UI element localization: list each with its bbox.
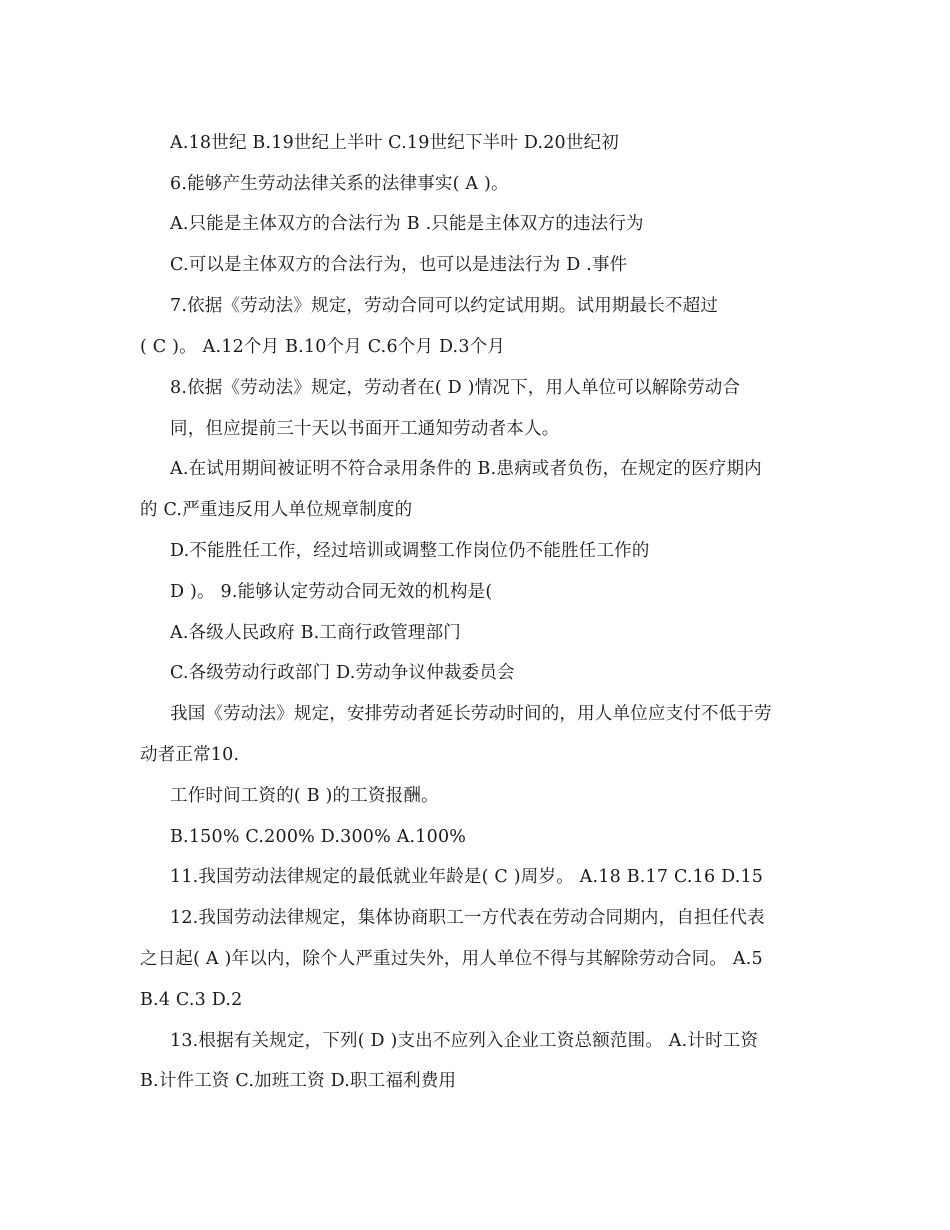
question-10-stem: 工作时间工资的( B )的工资报酬。 bbox=[170, 786, 439, 806]
question-10-options: B.150% C.200% D.300% A.100% bbox=[170, 827, 467, 847]
question-9: D )。 9.能够认定劳动合同无效的机构是( bbox=[170, 582, 493, 602]
question-6: 6.能够产生劳动法律关系的法律事实( A )。 bbox=[170, 174, 509, 194]
question-8-options-d: D.不能胜任工作，经过培训或调整工作岗位仍不能胜任工作的 bbox=[170, 541, 650, 561]
question-10-continued: 动者正常10. bbox=[140, 745, 240, 765]
text-line-1: A.18世纪 B.19世纪上半叶 C.19世纪下半叶 D.20世纪初 bbox=[170, 133, 619, 153]
question-6-options-c-d: C.可以是主体双方的合法行为，也可以是违法行为 D .事件 bbox=[170, 255, 628, 275]
question-8-continued: 同，但应提前三十天以书面开工通知劳动者本人。 bbox=[170, 419, 560, 439]
question-7-options: ( C )。 A.12个月 B.10个月 C.6个月 D.3个月 bbox=[140, 337, 506, 357]
question-8: 8.依据《劳动法》规定，劳动者在( D )情况下，用人单位可以解除劳动合 bbox=[170, 378, 741, 398]
question-12: 12.我国劳动法律规定，集体协商职工一方代表在劳动合同期内，自担任代表 bbox=[170, 908, 765, 928]
question-8-options-c: 的 C.严重违反用人单位规章制度的 bbox=[140, 500, 413, 520]
question-9-options-a-b: A.各级人民政府 B.工商行政管理部门 bbox=[170, 623, 461, 643]
question-9-options-c-d: C.各级劳动行政部门 D.劳动争议仲裁委员会 bbox=[170, 663, 515, 683]
question-12-continued: 之日起( A )年以内，除个人严重过失外，用人单位不得与其解除劳动合同。 A.5 bbox=[140, 949, 763, 969]
question-13-options: B.计件工资 C.加班工资 D.职工福利费用 bbox=[140, 1071, 457, 1091]
question-12-options: B.4 C.3 D.2 bbox=[140, 990, 243, 1010]
question-7: 7.依据《劳动法》规定，劳动合同可以约定试用期。试用期最长不超过 bbox=[170, 296, 719, 316]
question-11: 11.我国劳动法律规定的最低就业年龄是( C )周岁。 A.18 B.17 C.16 D.15 bbox=[170, 867, 764, 887]
question-13: 13.根据有关规定，下列( D )支出不应列入企业工资总额范围。 A.计时工资 bbox=[170, 1031, 759, 1051]
question-8-options-a-b: A.在试用期间被证明不符合录用条件的 B.患病或者负伤，在规定的医疗期内 bbox=[170, 459, 762, 479]
question-10: 我国《劳动法》规定，安排劳动者延长劳动时间的，用人单位应支付不低于劳 bbox=[170, 704, 772, 724]
question-6-options-a-b: A.只能是主体双方的合法行为 B .只能是主体双方的违法行为 bbox=[170, 214, 644, 234]
